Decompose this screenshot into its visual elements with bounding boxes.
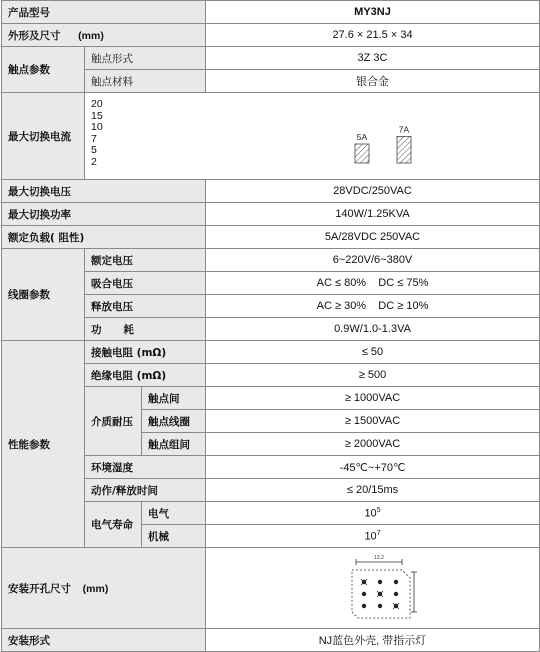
- rated-load-value: 5A/28VDC 250VAC: [206, 226, 540, 249]
- chart-ytick: 5: [91, 144, 97, 156]
- dimension-label: [2, 24, 206, 47]
- insulation-label: 绝缘电阻 (mΩ): [85, 364, 206, 387]
- spec-table: [1, 0, 540, 652]
- contact-material-label: 触点材料: [85, 70, 206, 93]
- mount-pin: [394, 592, 398, 596]
- contact-coil-label: 触点线圈: [142, 410, 206, 433]
- coil-release-label: 释放电压: [85, 295, 206, 318]
- max-power-value: 140W/1.25KVA: [206, 203, 540, 226]
- mount-pin: [362, 592, 366, 596]
- install-label: 安装形式: [2, 629, 206, 652]
- contact-form-value: 3Z 3C: [206, 47, 540, 70]
- between-contacts-value: ≥ 1000VAC: [206, 387, 540, 410]
- mounting-hole-drawing: [206, 548, 540, 628]
- chart-ytick-list: [91, 99, 103, 168]
- mounting-label-text: 安装开孔尺寸: [8, 582, 71, 595]
- max-current-label: 最大切换电流: [2, 93, 85, 180]
- contact-resistance-value: ≤ 50: [206, 341, 540, 364]
- dielectric-label: 介质耐压: [85, 387, 142, 456]
- insulation-value: ≥ 500: [206, 364, 540, 387]
- mechanical-life-value: [206, 525, 540, 548]
- performance-label: 性能参数: [2, 341, 85, 548]
- max-current-chart: [85, 93, 540, 180]
- contact-coil-value: ≥ 1500VAC: [206, 410, 540, 433]
- model-label: 产品型号: [2, 1, 206, 24]
- electrical-life-label: 电气: [142, 502, 206, 525]
- rated-load-label: 额定负载( 阻性): [2, 226, 206, 249]
- bar-value-label: 5A: [356, 132, 368, 142]
- row-mounting: [2, 548, 540, 629]
- mounting-drawing-cell: [206, 548, 540, 629]
- contact-groups-label: 触点组间: [142, 433, 206, 456]
- row-install: [2, 629, 540, 652]
- max-voltage-label: 最大切换电压: [2, 180, 206, 203]
- row-coil-rated: [2, 249, 540, 272]
- mounting-dim-text: 13.2: [374, 555, 384, 561]
- electrical-life-exp: 5: [376, 506, 381, 514]
- dimension-unit: (mm): [78, 29, 104, 42]
- mounting-label: [2, 548, 206, 629]
- bar-value-label: 7A: [398, 124, 410, 135]
- row-contact-resistance: [2, 341, 540, 364]
- operate-time-label: 动作/释放时间: [85, 479, 206, 502]
- contact-form-label: 触点形式: [85, 47, 206, 70]
- coil-power-label: 功 耗: [85, 318, 206, 341]
- operate-time-value: ≤ 20/15ms: [206, 479, 540, 502]
- life-label: 电气寿命: [85, 502, 142, 548]
- chart-ytick: 2: [91, 155, 97, 168]
- electrical-life-base: 10: [364, 507, 377, 520]
- mount-pin: [362, 604, 366, 608]
- coil-pullin-value: AC ≤ 80% DC ≤ 75%: [206, 272, 540, 295]
- current-bar-chart: [85, 93, 539, 179]
- row-rated-load: [2, 226, 540, 249]
- ambient-label: 环境湿度: [85, 456, 206, 479]
- contact-groups-value: ≥ 2000VAC: [206, 433, 540, 456]
- chart-ytick: 10: [91, 121, 103, 133]
- ambient-value: -45℃~+70℃: [206, 456, 540, 479]
- install-value: NJ蓝色外壳, 带指示灯: [206, 629, 540, 652]
- coil-rated-label: 额定电压: [85, 249, 206, 272]
- mount-pin: [394, 580, 398, 584]
- row-dimension: [2, 24, 540, 47]
- coil-label: 线圈参数: [2, 249, 85, 341]
- row-model: [2, 1, 540, 24]
- mount-pin: [378, 604, 382, 608]
- contact-material-value: 银合金: [206, 70, 540, 93]
- between-contacts-label: 触点间: [142, 387, 206, 410]
- coil-power-value: 0.9W/1.0-1.3VA: [206, 318, 540, 341]
- max-power-label: 最大切换功率: [2, 203, 206, 226]
- row-max-power: [2, 203, 540, 226]
- current-bar: [397, 136, 411, 163]
- model-value: MY3NJ: [206, 1, 540, 24]
- max-voltage-value: 28VDC/250VAC: [206, 180, 540, 203]
- coil-release-value: AC ≥ 30% DC ≥ 10%: [206, 295, 540, 318]
- mechanical-life-exp: 7: [376, 529, 381, 537]
- row-max-voltage: [2, 180, 540, 203]
- dimension-label-text: 外形及尺寸: [8, 29, 61, 42]
- electrical-life-value: [206, 502, 540, 525]
- chart-ytick: 15: [91, 109, 103, 122]
- row-contact-form: [2, 47, 540, 70]
- chart-ytick: 7: [91, 132, 97, 145]
- contact-resistance-label: 接触电阻 (mΩ): [85, 341, 206, 364]
- coil-pullin-label: 吸合电压: [85, 272, 206, 295]
- dimension-value: 27.6 × 21.5 × 34: [206, 24, 540, 47]
- mechanical-life-label: 机械: [142, 525, 206, 548]
- chart-ytick: 20: [91, 98, 103, 110]
- current-bar: [355, 144, 369, 163]
- row-max-current: [2, 93, 540, 180]
- mount-pin: [378, 580, 382, 584]
- contact-label: 触点参数: [2, 47, 85, 93]
- coil-rated-value: 6~220V/6~380V: [206, 249, 540, 272]
- mounting-unit: (mm): [82, 582, 109, 595]
- mechanical-life-base: 10: [364, 530, 377, 543]
